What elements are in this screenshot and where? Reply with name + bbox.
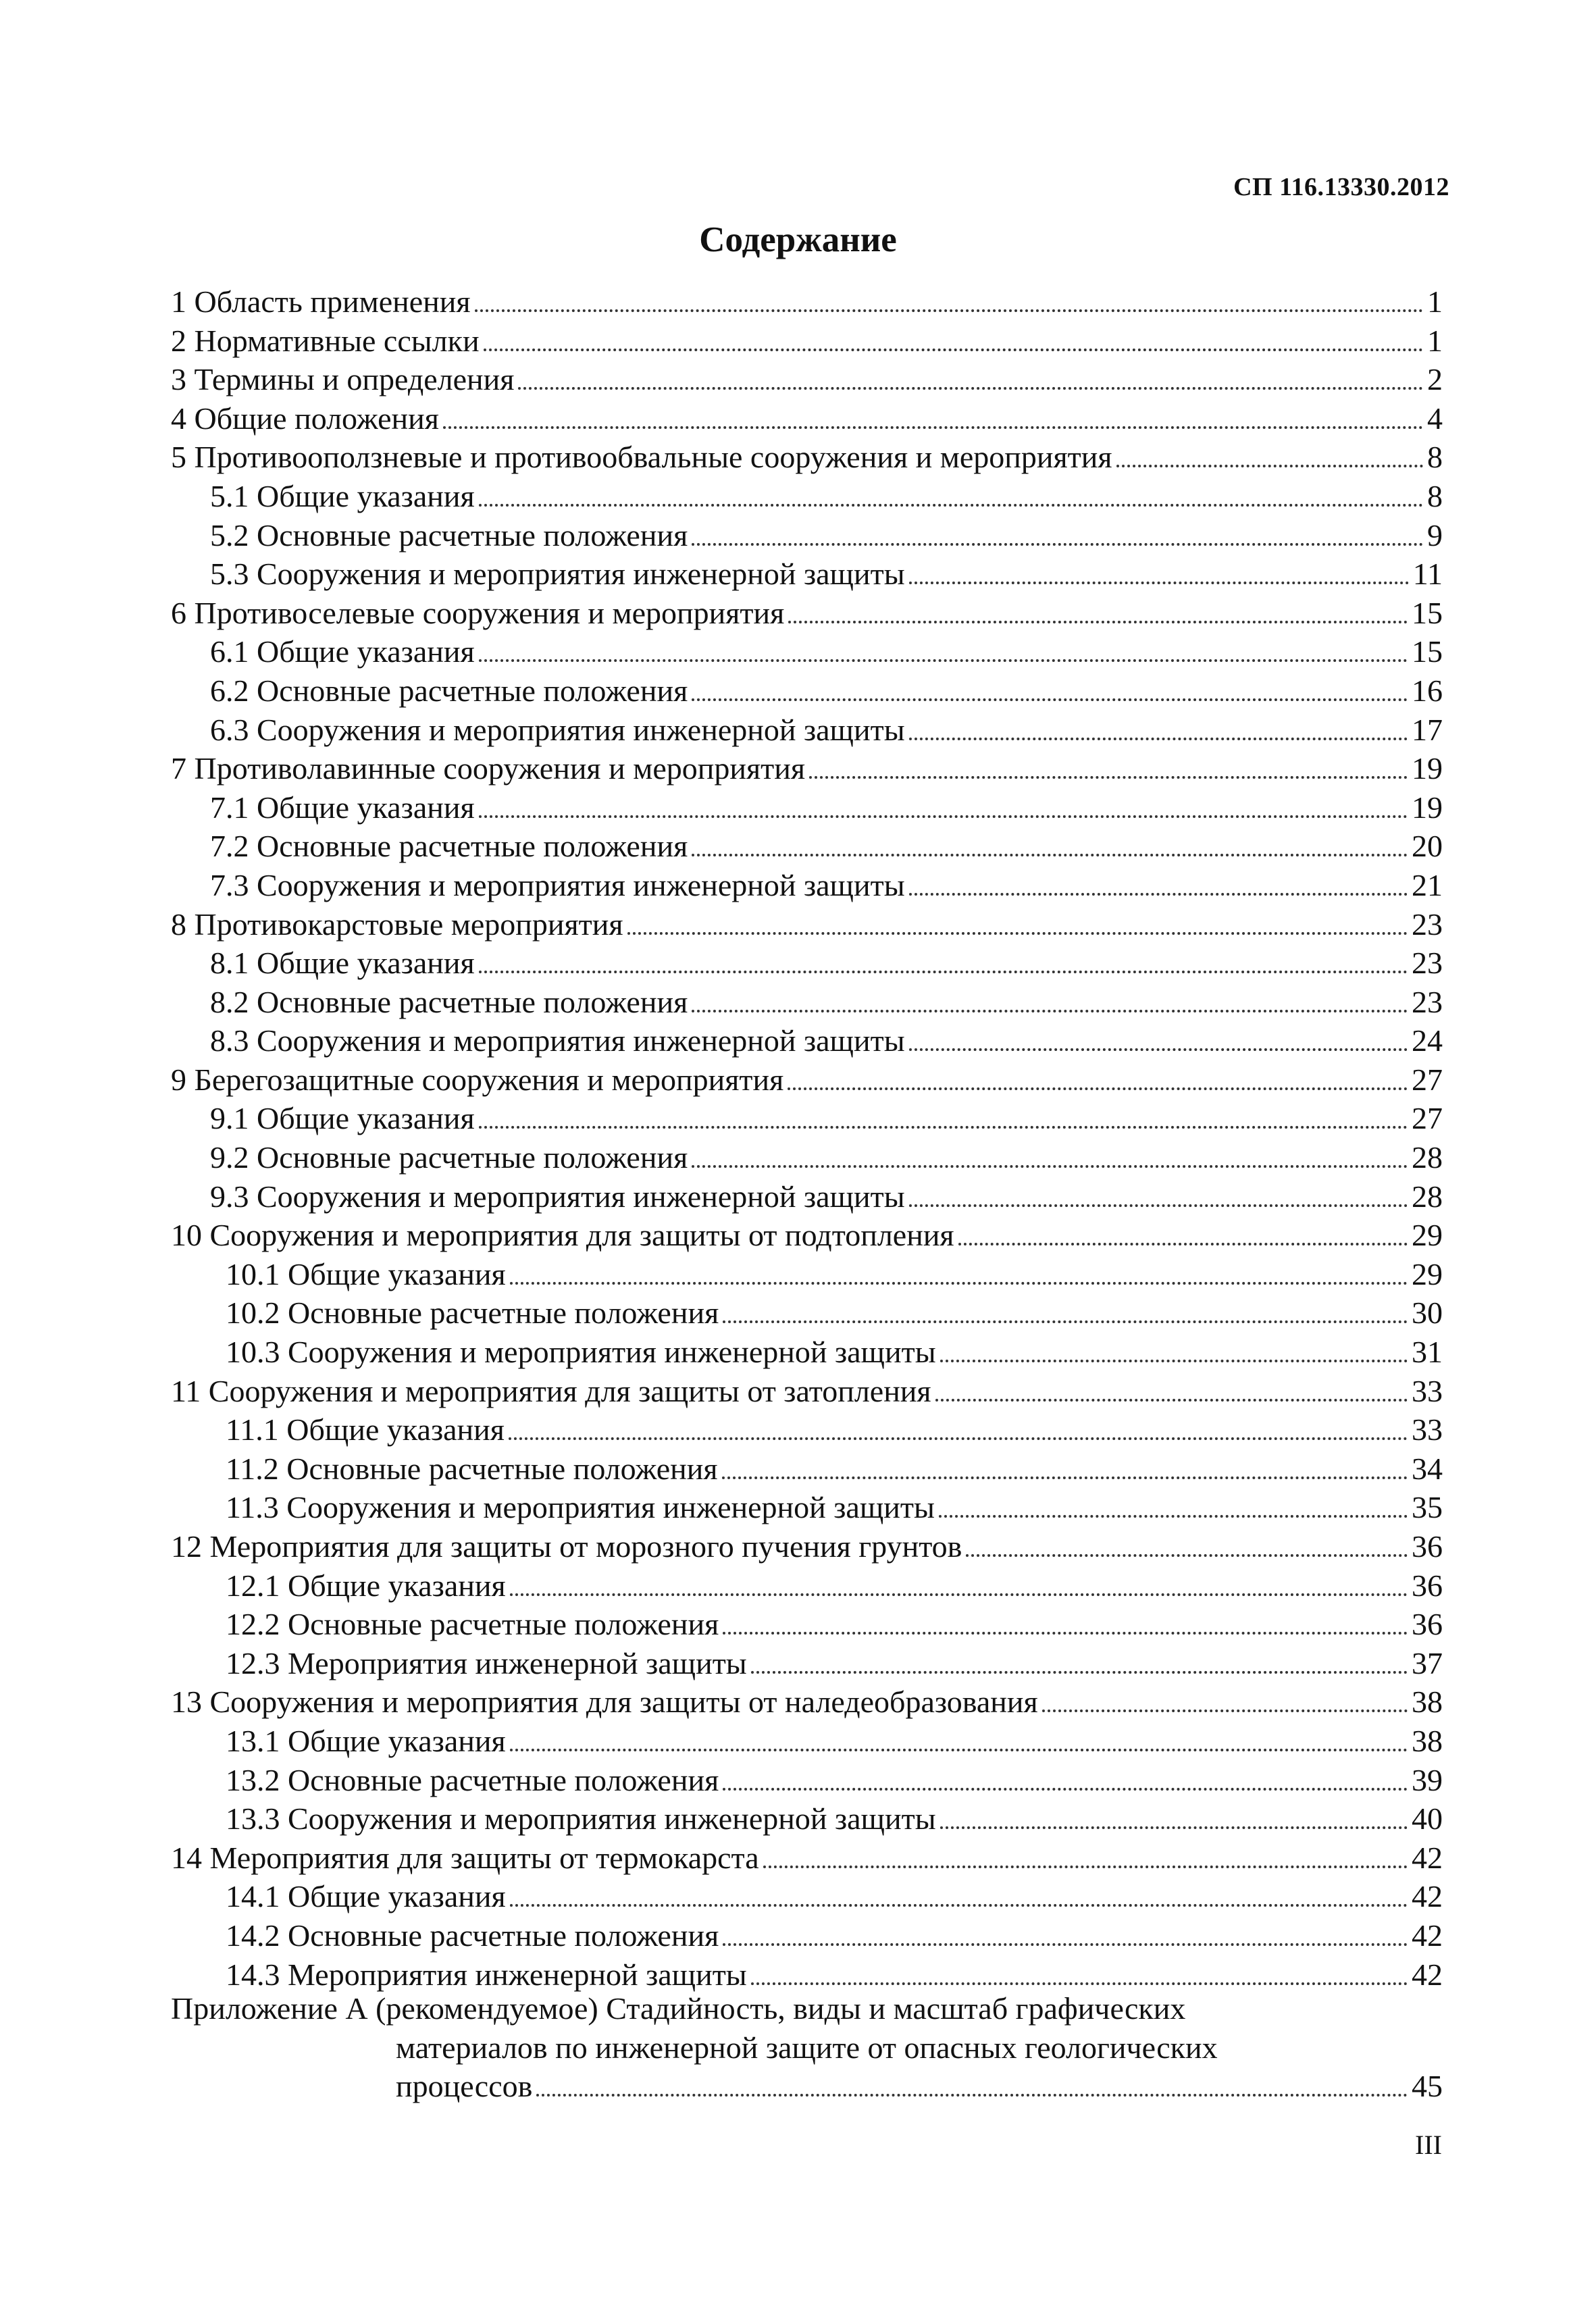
dot-leader [940, 1359, 1408, 1362]
toc-entry-label: 6.3 Сооружения и мероприятия инженерной защиты [210, 712, 905, 747]
toc-entry-label: 13.2 Основные расчетные положения [226, 1762, 719, 1797]
toc-entry[interactable] [171, 671, 1443, 711]
toc-page-number: 16 [1412, 673, 1443, 708]
toc-entry-label: 8.1 Общие указания [210, 946, 475, 981]
toc-entry[interactable] [171, 1099, 1443, 1138]
toc-entry-label: 5.2 Основные расчетные положения [210, 517, 688, 552]
toc-entry-label: 12.3 Мероприятия инженерной защиты [226, 1645, 747, 1680]
toc-entry[interactable] [171, 1761, 1443, 1800]
toc-entry-label: 9.1 Общие указания [210, 1101, 475, 1136]
appendix-line-2: материалов по инженерной защите от опасных геологических [396, 2030, 1218, 2065]
dot-leader [722, 1476, 1408, 1479]
toc-entry[interactable] [171, 1293, 1443, 1333]
toc-entry[interactable] [171, 1605, 1443, 1644]
toc-entry[interactable] [171, 1527, 1443, 1566]
toc-page-number: 19 [1412, 751, 1443, 786]
toc-page-number: 36 [1412, 1568, 1443, 1603]
dot-leader [939, 1514, 1408, 1518]
toc-page-number: 11 [1412, 557, 1443, 592]
toc-entry[interactable] [171, 1255, 1443, 1294]
toc-entry[interactable] [171, 594, 1443, 633]
toc-entry-label: 6.1 Общие указания [210, 634, 475, 669]
toc-entry-label: 14.2 Основные расчетные положения [226, 1918, 719, 1953]
dot-leader [909, 892, 1408, 896]
toc-entry[interactable] [171, 905, 1443, 944]
toc-entry[interactable] [171, 322, 1443, 361]
toc-entry[interactable] [171, 1410, 1443, 1449]
dot-leader [475, 309, 1423, 312]
toc-entry-label: 12 Мероприятия для защиты от морозного пучения грунтов [171, 1529, 962, 1564]
toc-entry[interactable] [171, 399, 1443, 438]
toc-entry-label: 10 Сооружения и мероприятия для защиты от подтопления [171, 1218, 954, 1253]
toc-entry-label: 8.3 Сооружения и мероприятия инженерной защиты [210, 1023, 905, 1058]
toc-entry-label: 12.2 Основные расчетные положения [226, 1607, 719, 1642]
toc-entry-label: 11 Сооружения и мероприятия для защиты от затопления [171, 1373, 931, 1408]
appendix-line-3 [171, 2067, 1443, 2106]
appendix-line-1: Приложение А (рекомендуемое) Стадийность, виды и масштаб графических [171, 1991, 1186, 2026]
toc-entry-label: 3 Термины и определения [171, 362, 515, 397]
toc-entry[interactable] [171, 944, 1443, 983]
dot-leader [692, 853, 1408, 856]
dot-leader [723, 1631, 1408, 1635]
toc-entry-label: 14 Мероприятия для защиты от термокарста [171, 1840, 759, 1875]
dot-leader [692, 1009, 1408, 1012]
toc-entry-label: 6.2 Основные расчетные положения [210, 673, 688, 708]
toc-page-number: 17 [1412, 712, 1443, 747]
toc-page-number: 28 [1412, 1140, 1443, 1175]
toc-page-number: 31 [1412, 1335, 1443, 1370]
toc-page-number: 24 [1412, 1023, 1443, 1058]
toc-entry[interactable] [171, 1722, 1443, 1761]
toc-entry-label: 1 Область применения [171, 284, 471, 319]
toc-entry[interactable] [171, 1372, 1443, 1411]
toc-entry[interactable] [171, 1488, 1443, 1527]
toc-page-number: 45 [1412, 2069, 1443, 2104]
dot-leader [479, 659, 1408, 662]
dot-leader [1116, 464, 1423, 467]
toc-entry[interactable] [171, 555, 1443, 594]
dot-leader [788, 1087, 1408, 1090]
dot-leader [723, 1943, 1408, 1946]
toc-page-number: 9 [1427, 517, 1443, 552]
toc-page-number: 8 [1427, 440, 1443, 475]
toc-page-number: 37 [1412, 1645, 1443, 1680]
dot-leader [479, 970, 1408, 973]
dot-leader [966, 1553, 1408, 1557]
toc-page-number: 4 [1427, 401, 1443, 436]
dot-leader [909, 1048, 1408, 1051]
toc-entry-label: 7 Противолавинные сооружения и мероприятия [171, 751, 806, 786]
dot-leader [518, 386, 1423, 390]
toc-page-number: 42 [1412, 1957, 1443, 1992]
toc-page-number: 19 [1412, 790, 1443, 825]
toc-page-number: 1 [1427, 323, 1443, 358]
dot-leader [751, 1670, 1408, 1674]
toc-entry[interactable] [171, 516, 1443, 555]
toc-entry[interactable] [171, 1333, 1443, 1372]
dot-leader [692, 698, 1408, 701]
toc-entry-label: 9.3 Сооружения и мероприятия инженерной защиты [210, 1179, 905, 1214]
toc-entry[interactable] [171, 1216, 1443, 1255]
toc-page-number: 15 [1412, 595, 1443, 630]
toc-page-number: 28 [1412, 1179, 1443, 1214]
toc-entry[interactable] [171, 1177, 1443, 1216]
toc-entry-label: 10.1 Общие указания [226, 1256, 506, 1291]
dot-leader [909, 1204, 1408, 1207]
dot-leader [763, 1865, 1408, 1868]
toc-page-number: 35 [1412, 1490, 1443, 1525]
toc-entry-label: 8 Противокарстовые мероприятия [171, 906, 623, 942]
toc-entry-label: 7.2 Основные расчетные положения [210, 829, 688, 864]
dot-leader [536, 2093, 1408, 2097]
dot-leader [692, 542, 1423, 546]
toc-entry[interactable] [171, 866, 1443, 905]
dot-leader [809, 775, 1408, 779]
toc-entry[interactable] [171, 1877, 1443, 1916]
toc-entry[interactable] [171, 1138, 1443, 1177]
toc-page-number: 36 [1412, 1529, 1443, 1564]
dot-leader [484, 348, 1423, 351]
appendix-line-3-text: процессов [396, 2069, 533, 2104]
dot-leader [723, 1320, 1408, 1323]
toc-entry[interactable] [171, 788, 1443, 827]
dot-leader [692, 1164, 1408, 1168]
toc-entry[interactable] [171, 711, 1443, 750]
toc-page-number: 39 [1412, 1762, 1443, 1797]
toc-entry[interactable] [171, 1799, 1443, 1839]
toc-entry-label: 14.3 Мероприятия инженерной защиты [226, 1957, 747, 1992]
dot-leader [958, 1242, 1408, 1245]
toc-page-number: 42 [1412, 1918, 1443, 1953]
dot-leader [479, 1125, 1408, 1129]
toc-entry-label: 10.3 Сооружения и мероприятия инженерной защиты [226, 1335, 936, 1370]
toc-entry-label: 5.3 Сооружения и мероприятия инженерной защиты [210, 557, 905, 592]
toc-entry-label: 13.3 Сооружения и мероприятия инженерной защиты [226, 1801, 936, 1836]
dot-leader [909, 737, 1408, 740]
toc-entry-label: 7.1 Общие указания [210, 790, 475, 825]
toc-entry-label: 5.1 Общие указания [210, 478, 475, 513]
dot-leader [788, 620, 1408, 623]
toc-page-number: 23 [1412, 984, 1443, 1019]
dot-leader [510, 1903, 1408, 1907]
toc-entry-label: 11.3 Сооружения и мероприятия инженерной защиты [226, 1490, 935, 1525]
toc-entry-label: 4 Общие положения [171, 401, 439, 436]
toc-page-number: 42 [1412, 1840, 1443, 1875]
toc-entry-label: 9 Берегозащитные сооружения и мероприятия [171, 1062, 784, 1097]
toc-entry[interactable] [171, 477, 1443, 516]
toc-entry[interactable] [171, 1060, 1443, 1100]
toc-entry[interactable] [171, 1955, 1443, 1995]
toc-entry[interactable] [171, 749, 1443, 788]
toc-entry-appendix-a[interactable] [171, 1989, 1443, 2106]
toc-entry-label: 8.2 Основные расчетные положения [210, 984, 688, 1019]
toc-entry-label: 12.1 Общие указания [226, 1568, 506, 1603]
dot-leader [509, 1437, 1408, 1440]
toc-entry-label: 11.2 Основные расчетные положения [226, 1451, 718, 1486]
toc-page-number: 30 [1412, 1295, 1443, 1331]
toc-entry-label: 6 Противоселевые сооружения и мероприятия [171, 595, 785, 630]
dot-leader [940, 1826, 1408, 1829]
dot-leader [723, 1787, 1408, 1791]
toc-entry-label: 7.3 Сооружения и мероприятия инженерной защиты [210, 867, 905, 902]
toc-page-number: 1 [1427, 284, 1443, 319]
dot-leader [443, 426, 1423, 429]
toc-entry[interactable] [171, 438, 1443, 477]
toc-page-number: 23 [1412, 946, 1443, 981]
dot-leader [751, 1982, 1408, 1985]
dot-leader [510, 1593, 1408, 1596]
toc-entry[interactable] [171, 1021, 1443, 1060]
toc-page-number: 34 [1412, 1451, 1443, 1486]
toc-entry[interactable] [171, 983, 1443, 1022]
toc-entry-label: 14.1 Общие указания [226, 1879, 506, 1914]
page-number-footer: III [1415, 2130, 1442, 2160]
dot-leader [935, 1398, 1408, 1402]
toc-page-number: 38 [1412, 1723, 1443, 1758]
toc-entry-label: 13 Сооружения и мероприятия для защиты от наледеобразования [171, 1685, 1038, 1720]
toc-entry-label: 2 Нормативные ссылки [171, 323, 480, 358]
toc-page-number: 20 [1412, 829, 1443, 864]
toc-page-number: 42 [1412, 1879, 1443, 1914]
toc-page-number: 33 [1412, 1412, 1443, 1447]
toc-entry[interactable] [171, 1916, 1443, 1955]
dot-leader [510, 1748, 1408, 1751]
toc-page-number: 38 [1412, 1685, 1443, 1720]
table-of-contents [171, 282, 1443, 1994]
dot-leader [627, 931, 1408, 935]
toc-entry-label: 5 Противооползневые и противообвальные сооружения и мероприятия [171, 440, 1112, 475]
toc-page-number: 15 [1412, 634, 1443, 669]
toc-page-number: 2 [1427, 362, 1443, 397]
toc-page-number: 21 [1412, 867, 1443, 902]
toc-entry-label: 10.2 Основные расчетные положения [226, 1295, 719, 1331]
toc-entry[interactable] [171, 1682, 1443, 1722]
toc-page-number: 29 [1412, 1256, 1443, 1291]
toc-page-number: 40 [1412, 1801, 1443, 1836]
toc-entry[interactable] [171, 1566, 1443, 1605]
toc-entry[interactable] [171, 1449, 1443, 1489]
dot-leader [1042, 1709, 1408, 1712]
document-code: СП 116.13330.2012 [1233, 173, 1449, 201]
toc-entry[interactable] [171, 1644, 1443, 1683]
toc-page-number: 8 [1427, 478, 1443, 513]
toc-entry[interactable] [171, 360, 1443, 399]
toc-entry-label: 9.2 Основные расчетные положения [210, 1140, 688, 1175]
page-title: Содержание [699, 220, 897, 259]
toc-page-number: 27 [1412, 1062, 1443, 1097]
toc-page-number: 29 [1412, 1218, 1443, 1253]
toc-page-number: 27 [1412, 1101, 1443, 1136]
toc-entry[interactable] [171, 282, 1443, 322]
toc-entry-label: 13.1 Общие указания [226, 1723, 506, 1758]
toc-entry[interactable] [171, 1839, 1443, 1878]
toc-page-number: 23 [1412, 906, 1443, 942]
toc-page-number: 33 [1412, 1373, 1443, 1408]
toc-entry[interactable] [171, 827, 1443, 866]
dot-leader [479, 503, 1423, 507]
toc-entry[interactable] [171, 632, 1443, 671]
dot-leader [479, 815, 1408, 818]
toc-entry-label: 11.1 Общие указания [226, 1412, 505, 1447]
dot-leader [909, 581, 1409, 584]
dot-leader [510, 1281, 1408, 1285]
toc-page-number: 36 [1412, 1607, 1443, 1642]
